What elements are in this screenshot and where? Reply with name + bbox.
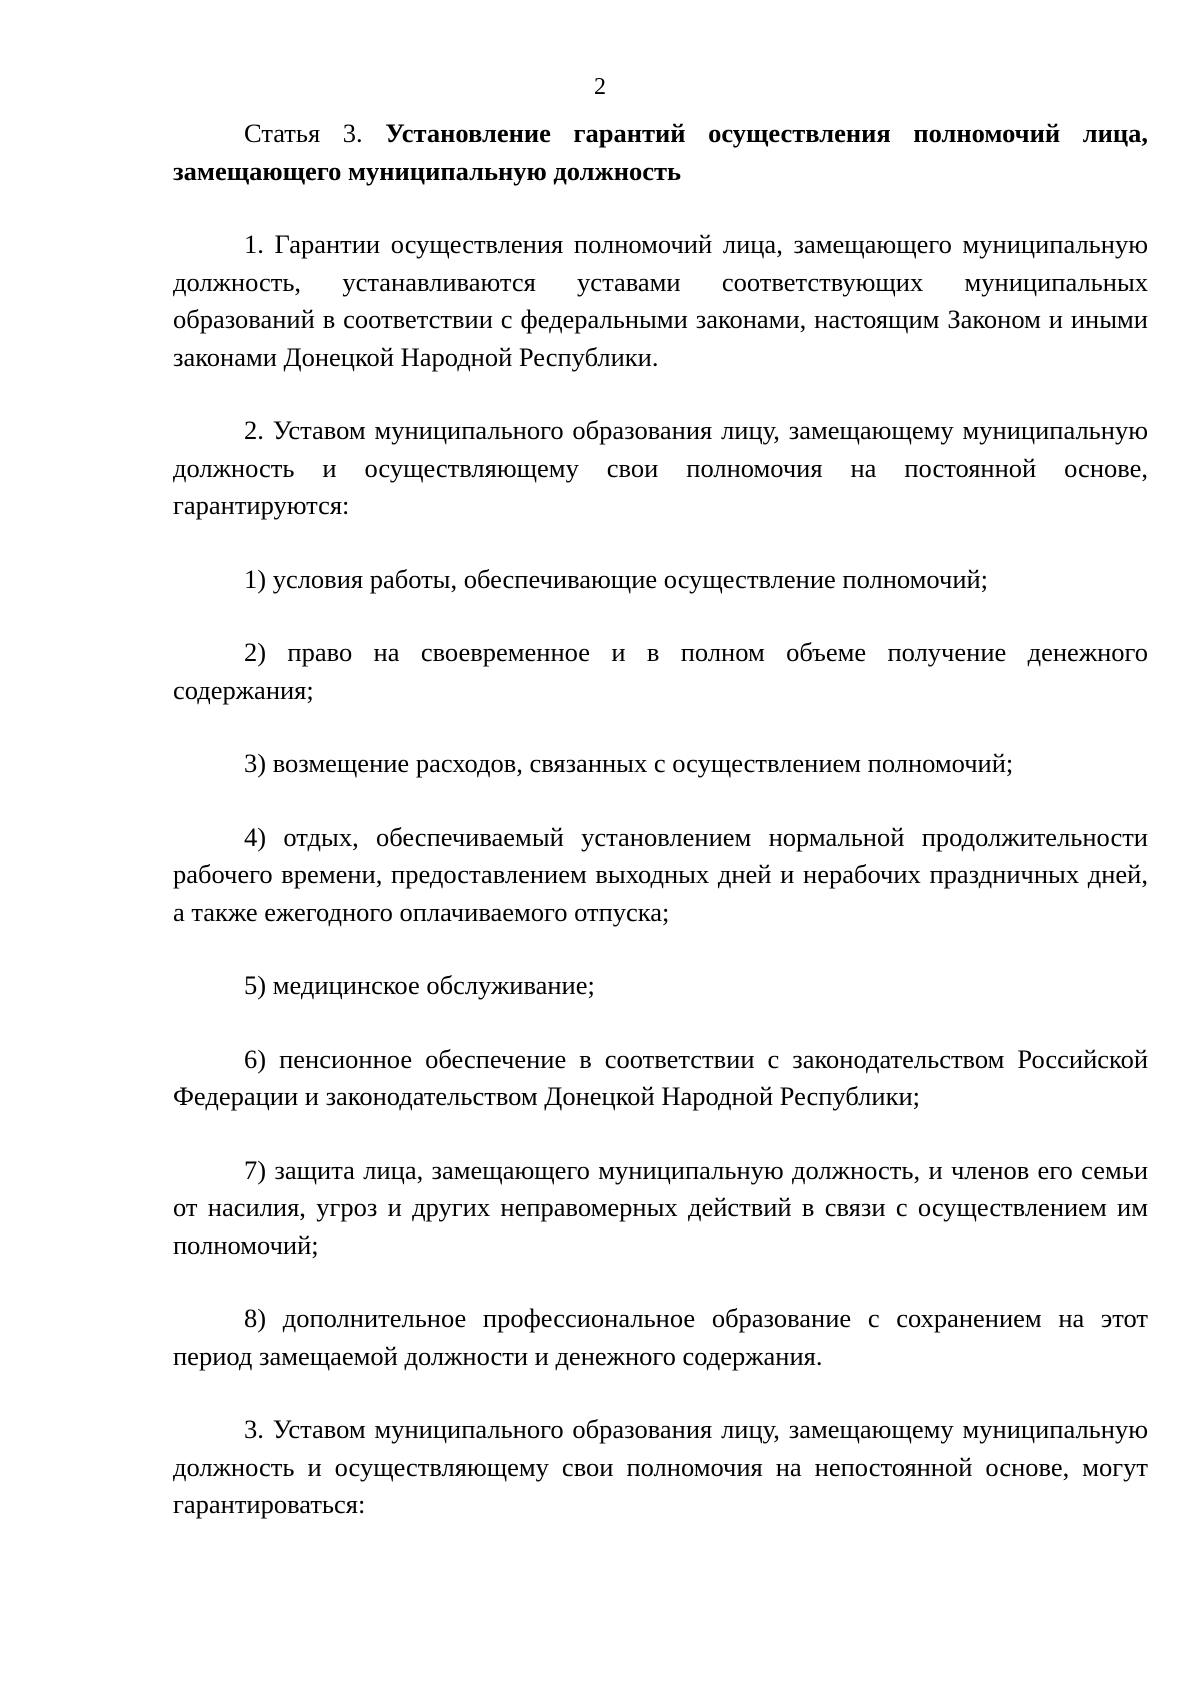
list-item-1: 1) условия работы, обеспечивающие осуществление полномочий; [244, 563, 989, 594]
list-item-8: 8) дополнительное профессиональное образование с сохранением на этот период замещаемой должности и денежного содержания. [173, 1303, 1148, 1371]
page-number: 2 [594, 74, 606, 100]
list-item-7: 7) защита лица, замещающего муниципальную должность, и членов его семьи от насилия, угроз и других неправомерных действий в связи с осуществлением им полномочий; [173, 1154, 1148, 1260]
list-item-4: 4) отдых, обеспечиваемый установлением нормальной продолжительности рабочего времени, предоставлением выходных дней и нерабочих праздничных дней, а также ежегодного оплачиваемого отпуска; [173, 821, 1148, 927]
paragraph-1: 1. Гарантии осуществления полномочий лица, замещающего муниципальную должность, устанавливаются уставами соответствующих муниципальных образований в соответствии с федеральными законами, настоящим Законом и иными законами Донецкой Народной Республики. [173, 229, 1148, 372]
list-item-5: 5) медицинское обслуживание; [244, 970, 595, 1000]
article-prefix: Статья 3. [244, 118, 386, 148]
document-body [173, 115, 1148, 1524]
list-item-6: 6) пенсионное обеспечение в соответствии с законодательством Российской Федерации и законодательством Донецкой Народной Республики; [173, 1043, 1148, 1111]
list-item-2: 2) право на своевременное и в полном объеме получение денежного содержания; [173, 637, 1148, 705]
paragraph-2: 2. Уставом муниципального образования лицу, замещающему муниципальную должность и осуществляющему свои полномочия на постоянной основе, гарантируются: [173, 415, 1148, 520]
paragraph-3: 3. Уставом муниципального образования лицу, замещающему муниципальную должность и осуществляющему свои полномочия на непостоянной основе, могут гарантироваться: [173, 1414, 1148, 1519]
article-heading [173, 115, 1148, 190]
article-title: Установление гарантий осуществления полномочий лица, замещающего муниципальную должность [173, 118, 1148, 186]
list-item-3: 3) возмещение расходов, связанных с осуществлением полномочий; [244, 748, 1014, 778]
